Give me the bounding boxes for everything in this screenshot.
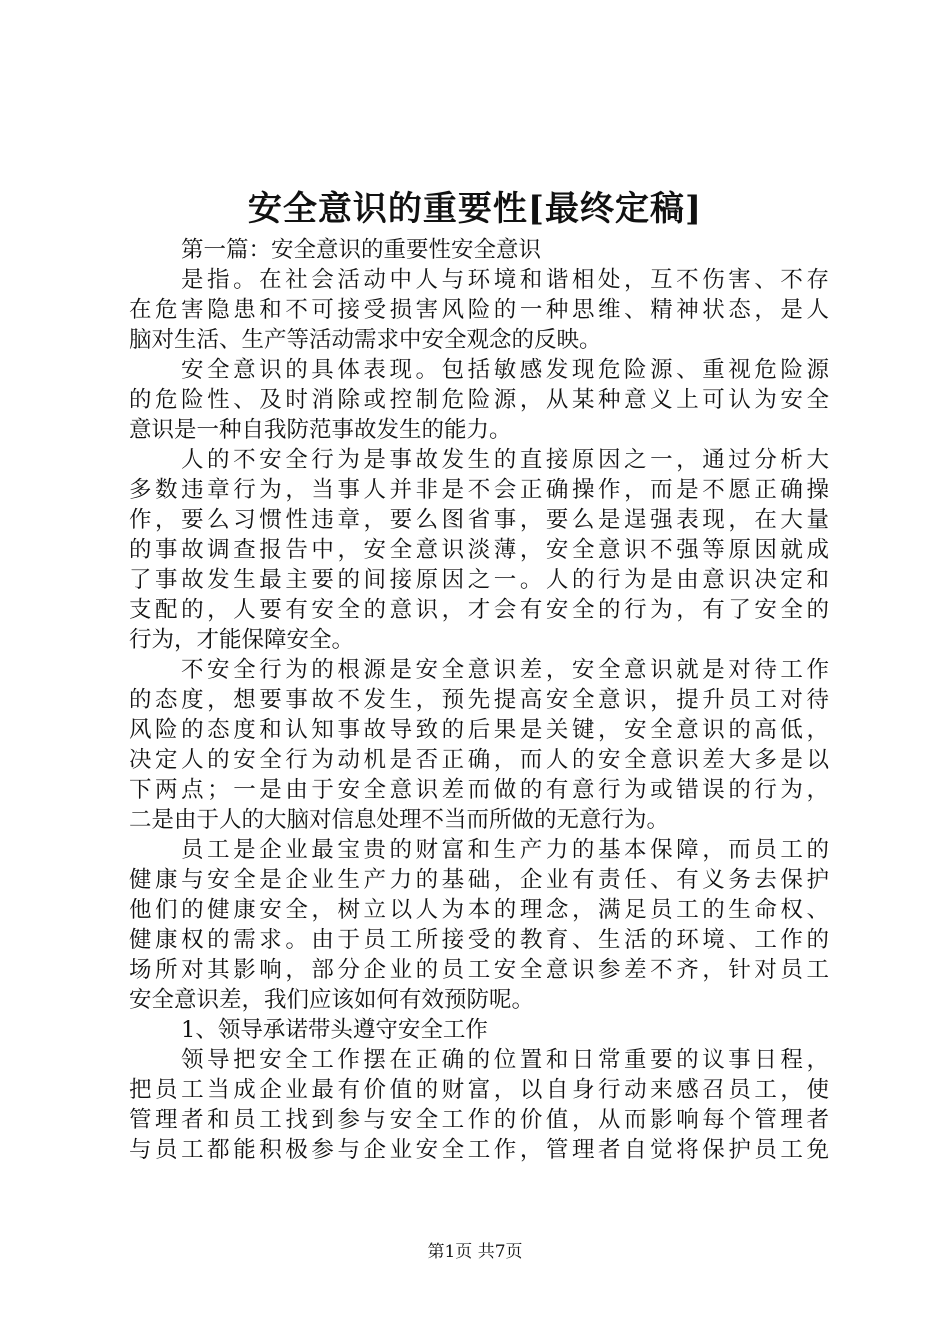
document-body [129, 235, 829, 1165]
body-line: 健康权的需求。由于员工所接受的教育、生活的环境、工作的 [129, 927, 829, 953]
body-line: 在危害隐患和不可接受损害风险的一种思维、精神状态，是人 [129, 297, 829, 323]
body-line: 安全意识的具体表现。包括敏感发现危险源、重视危险源 [181, 357, 829, 383]
body-line: 他们的健康安全，树立以人为本的理念，满足员工的生命权、 [129, 897, 829, 923]
body-line: 二是由于人的大脑对信息处理不当而所做的无意行为。 [129, 807, 670, 833]
body-line: 的事故调查报告中，安全意识淡薄，安全意识不强等原因就成 [129, 537, 829, 563]
body-line: 意识是一种自我防范事故发生的能力。 [129, 417, 512, 443]
body-line: 决定人的安全行为动机是否正确，而人的安全意识差大多是以 [129, 747, 829, 773]
body-line: 作，要么习惯性违章，要么图省事，要么是逞强表现，在大量 [129, 507, 829, 533]
body-line: 人的不安全行为是事故发生的直接原因之一，通过分析大 [181, 447, 829, 473]
body-line: 1、领导承诺带头遵守安全工作 [181, 1017, 488, 1043]
body-line: 的态度，想要事故不发生，预先提高安全意识，提升员工对待 [129, 687, 829, 713]
body-line: 与员工都能积极参与企业安全工作，管理者自觉将保护员工免 [129, 1137, 829, 1163]
body-line: 的危险性、及时消除或控制危险源，从某种意义上可认为安全 [129, 387, 829, 413]
body-line: 第一篇：安全意识的重要性安全意识 [181, 237, 542, 263]
body-line: 支配的，人要有安全的意识，才会有安全的行为，有了安全的 [129, 597, 829, 623]
body-line: 行为，才能保障安全。 [129, 627, 355, 653]
page-footer: 第1页 共7页 [427, 1242, 523, 1262]
body-line: 风险的态度和认知事故导致的后果是关键，安全意识的高低， [129, 717, 829, 743]
body-line: 下两点；一是由于安全意识差而做的有意行为或错误的行为， [129, 777, 829, 803]
document-title: 安全意识的重要性[最终定稿] [247, 189, 703, 229]
body-line: 脑对生活、生产等活动需求中安全观念的反映。 [129, 327, 602, 353]
body-line: 把员工当成企业最有价值的财富，以自身行动来感召员工，使 [129, 1077, 829, 1103]
body-line: 不安全行为的根源是安全意识差，安全意识就是对待工作 [181, 657, 829, 683]
body-line: 多数违章行为，当事人并非是不会正确操作，而是不愿正确操 [129, 477, 829, 503]
body-line: 了事故发生最主要的间接原因之一。人的行为是由意识决定和 [129, 567, 829, 593]
body-line: 安全意识差，我们应该如何有效预防呢。 [129, 987, 535, 1013]
body-line: 健康与安全是企业生产力的基础，企业有责任、有义务去保护 [129, 867, 829, 893]
body-line: 场所对其影响，部分企业的员工安全意识参差不齐，针对员工 [129, 957, 829, 983]
body-line: 是指。在社会活动中人与环境和谐相处，互不伤害、不存 [181, 267, 829, 293]
body-line: 管理者和员工找到参与安全工作的价值，从而影响每个管理者 [129, 1107, 829, 1133]
body-line: 领导把安全工作摆在正确的位置和日常重要的议事日程， [181, 1047, 829, 1073]
body-line: 员工是企业最宝贵的财富和生产力的基本保障，而员工的 [181, 837, 829, 863]
